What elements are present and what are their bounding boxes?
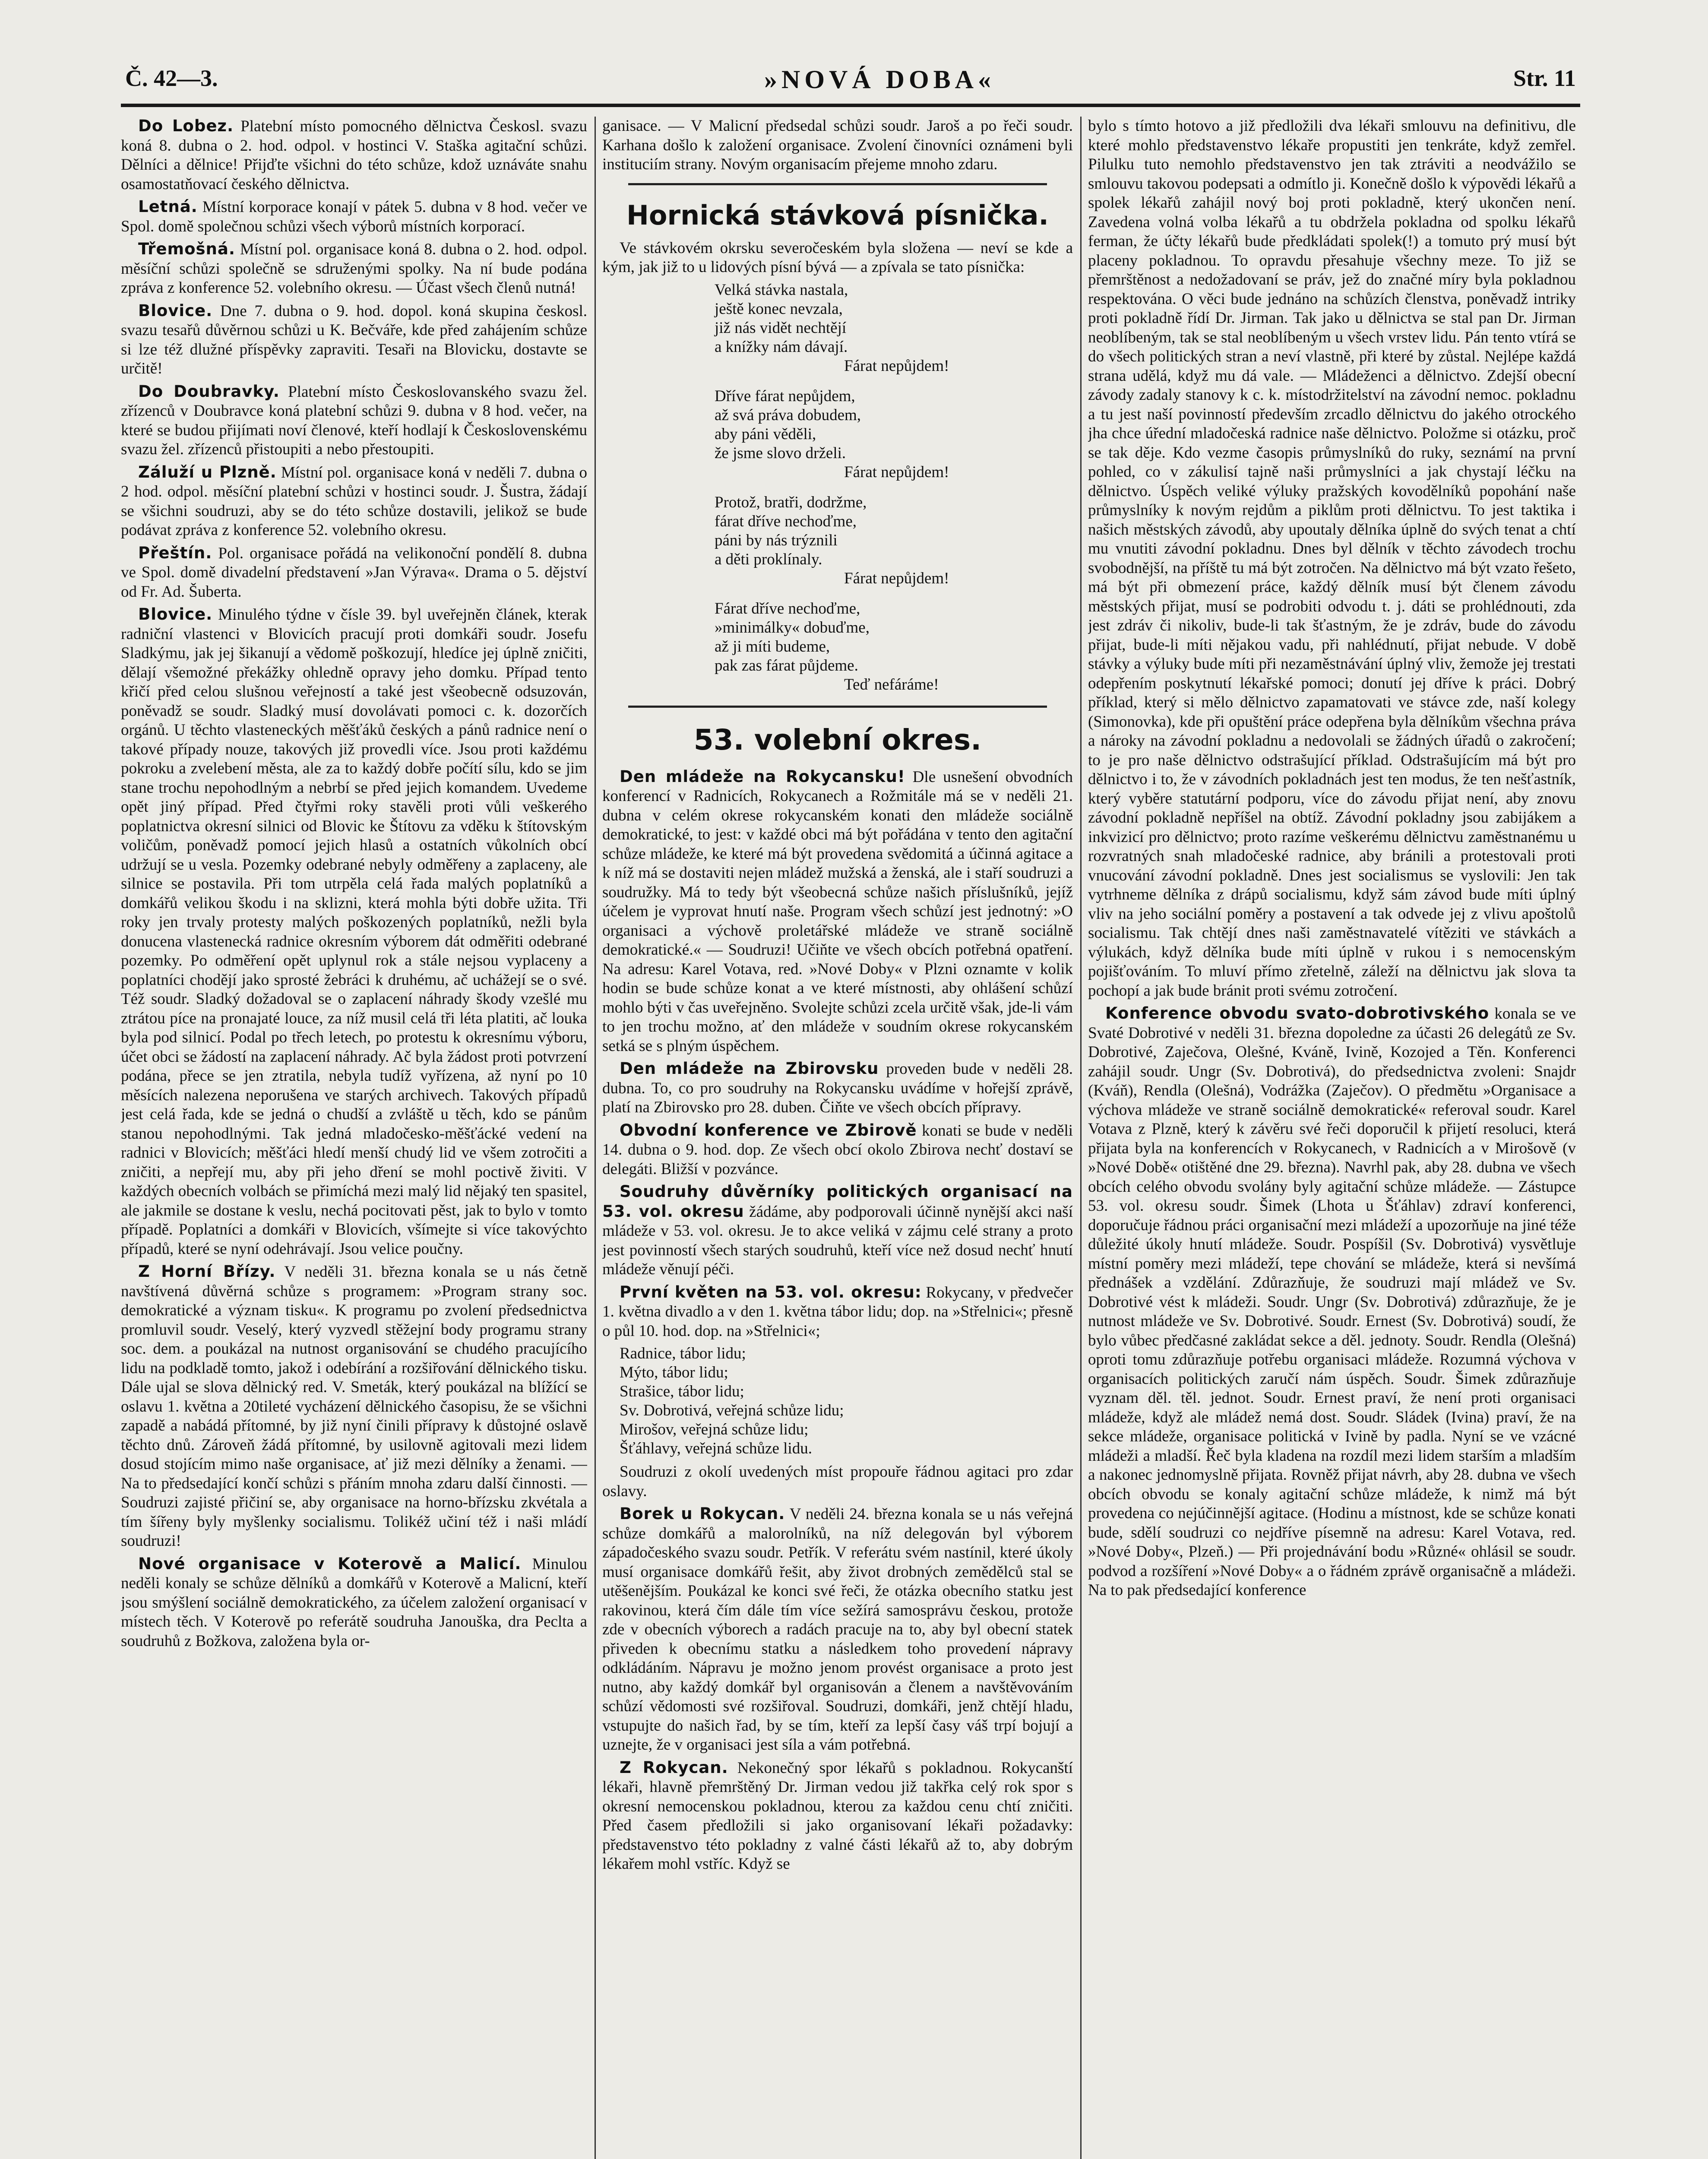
news-item: Do Lobez. Platební místo pomocného dělnictva Českosl. svazu koná 8. dubna o 2. hod. odpol. v hostinci V. Staška agitační schůzi. Dělníci a dělnice! Přijďte všichni do této schůze, kdož uznáváte snahu osamostatňovací českého dělnictva.	[121, 117, 587, 193]
news-item: Z Rokycan. Nekonečný spor lékařů s pokladnou. Rokycanští lékaři, hlavně přemrštěný Dr. Jirman vedou již takřka celý rok spor s okresní nemocenskou pokladnou, kterou za každou cenu chtí zničiti. Před časem předložili si jako organisovaní lékaři požadavky: představenstvo této pokladny z valné části lékařů až to, aby dobrým lékařem mohl vstříc. Když se	[602, 1758, 1073, 1873]
news-item: Přeštín. Pol. organisace pořádá na velikonoční pondělí 8. dubna ve Spol. domě divadelní představení »Jan Výrava«. Drama o 5. dějství od Fr. Ad. Šuberta.	[121, 543, 587, 601]
news-item: Obvodní konference ve Zbirově konati se bude v neděli 14. dubna o 9. hod. dop. Ze všech obcí okolo Zbirova nechť dostaví se delegáti. Bližší v pozvánce.	[602, 1121, 1073, 1178]
poem-stanza: Dříve fárat nepůjdem, až svá práva dobudem, aby páni věděli, že jsme slovo drželi. Fárat nepůjdem!	[715, 387, 1073, 482]
news-item-continued: ganisace. — V Malicní předsedal schůzi soudr. Jaroš a po řeči soudr. Karhana došlo k založení organisace. Zvolení činovníci oznámeni byli instituciím strany. Novým organisacím přejeme mnoho zdaru.	[602, 117, 1073, 173]
issue-number: Č. 42—3.	[125, 65, 218, 91]
news-item: Den mládeže na Rokycansku! Dle usnešení obvodních konferencí v Radnicích, Rokycanech a Rožmitále má se v neděli 21. dubna v celém okrese rokycanském konati den mládeže sociálně demokratické, to jest: v každé obci má být pořádána v tento den agitační schůze mládeže, ke které má být provedena svědomitá a účinná agitace a k níž má se dostaviti nejen mládež mužská a ženská, ale i staří soudruzi a soudružky. Má to tedy být všeobecná schůze našich příslušníků, jejíž účelem je vyprovat hnutí naše. Program všech schůzí jest jednotný: »O organisaci a výchově proletářské mládeže ve straně sociálně demokratické.« — Soudruzi! Učiňte ve všech obcích potřebná opatření. Na adresu: Karel Votava, red. »Nové Doby« v Plzni oznamte v kolik hodin se bude schůze konat a ve které místnosti, aby ohlášení schůzí mohlo býti v čas uveřejněno. Svolejte schůzi zcela určitě však, jde-li vám to jen trochu možno, ať den mládeže v soudním okrese rokycanském setká se s plným úspěchem.	[602, 767, 1073, 1055]
newspaper-title: »NOVÁ DOBA«	[764, 65, 996, 94]
poem-stanza: Fárat dříve nechoďme, »minimálky« dobuďme, až ji míti budeme, pak zas fárat půjdeme. Teď nefáráme!	[715, 599, 1073, 694]
news-item: Blovice. Minulého týdne v čísle 39. byl uveřejněn článek, kterak radniční vlastenci v Blovicích pracují proti domkáři soudr. Josefu Sladkýmu, jak jej šikanují a vědomě poškozují, hledíce jej úplně zničiti, dělají všemožné překážky ohledně opravy jeho domku. Případ tento křičí před celou slušnou veřejností a také jest všeobecně odsuzován, poněvadž se soudr. Sladký musí dovolávati pomoci c. k. dozorčích orgánů. U těchto vlasteneckých měšťáků českých a pánů radnice není o takové případy nouze, takových již provedli více. Jsou proti každému pokroku a zvelebení města, ale za to každý dobře počítí sílu, kdo se jim stane trochu nepohodlným a nebrbí se před jejich komandem. Uvedeme opět jiný případ. Před čtyřmi roky stavěli proti vůli veškerého poplatnictva okresní silnici od Blovic ke Štítovu za vděku k štítovským voličům, poněvadž pomocí jejich hlasů a ostatních vůkolních obcí udržují se u vesla. Pozemky odebrané nebyly odměřeny a zaplaceny, ale silnice se postavila. Při tom utrpěla celá řada malých poplatníků a domkářů velikou škodu i na sklizni, která mohla býti dobře užita. Tři roky jen trvaly protesty malých poškozených poplatníků, nežli byla donucena vlastenecká radnice okresním výborem dát odměřiti odebrané pozemky. Po odměření opět uplynul rok a stále nejsou vyplaceny a poplatníci chodějí jako sprosté žebráci k druhému, ač uchážejí se o své. Též soudr. Sladký dožadoval se o zaplacení náhrady škody vzešlé mu ztrátou píce na pronajaté louce, za níž musil celá tři léta platiti, ač louka byla pod silnicí. Podal po třech letech, po protestu k okresnímu výboru, účet obci se žádostí na zaplacení náhrady. Ač byla žádost proti potvrzení podána, přece se jen ztratila, nebyla tudíž vyřízena, až nyní po 10 měsících nalezena neporušena ve starých archivech. Takových případů jest celá řada, kde se jedná o chudší a zvláště u těch, kdo se pánům stanou nepohodlnými. Tak jedná mladočesko-měšťácké vedení na radnici v Blovicích; měšťáci hledí menší chudý lid ve všem zotročiti a zničiti, a nepřejí mu, aby při jeho dření se mohl poctivě živiti. V každých obecních volbách se přimíchá mezi malý lid nějaký ten spasitel, ale jakmile se dostane k veslu, nechá pocitovati pěst, jak to bylo v tomto případě. Poplatníci a domkáři v Blovicích, všímejte si více takovýchto případů, které se nyní odehrávají. Jsou velice poučny.	[121, 605, 587, 1258]
poem-intro: Ve stávkovém okrsku severočeském byla složena — neví se kde a kým, jak již to u lidových písní bývá — a zpívala se tato písnička:	[602, 239, 1073, 276]
header-rule	[121, 104, 1580, 107]
poem-stanza: Velká stávka nastala, ještě konec nevzala, již nás vidět nechtějí a knížky nám dávají. Fárat nepůjdem!	[715, 281, 1073, 376]
poem-refrain: Fárat nepůjdem!	[844, 569, 949, 587]
section-title: 53. volební okres.	[693, 723, 982, 757]
column-divider	[595, 117, 596, 2159]
news-item: Den mládeže na Zbirovsku proveden bude v neděli 28. dubna. To, co pro soudruhy na Rokycansku uvádíme v hořejší zprávě, platí na Zbirovsko pro 28. duben. Čiňte ve všech obcích přípravy.	[602, 1059, 1073, 1116]
column-divider	[1080, 117, 1082, 2159]
news-item: Blovice. Dne 7. dubna o 9. hod. dopol. koná skupina českosl. svazu tesařů důvěrnou schůzi u K. Bečváře, kde před zahájením schůze si lze též dlužné příspěvky zapraviti. Tesaři na Blovicku, dostavte se určitě!	[121, 301, 587, 377]
page-number: Str. 11	[1513, 65, 1576, 91]
poem-stanza: Protož, bratři, dodržme, fárat dříve nechoďme, páni by nás trýznili a děti proklínaly. Fárat nepůjdem!	[715, 493, 1073, 588]
news-item: Záluží u Plzně. Místní pol. organisace koná v neděli 7. dubna o 2 hod. odpol. měsíční platební schůzi v hostinci soudr. J. Šustra, žádají se všichni soudruzi, aby se do této schůze dostavili, jelikož se bude podávat zpráva z konference 52. volebního okresu.	[121, 462, 587, 539]
news-item: Do Doubravky. Platební místo Českoslovanského svazu žel. zřízenců v Doubravce koná platební schůzi 9. dubna v 8 hod. večer, na které se budou přijímati noví členové, kteří hodlají k Československému svazu žel. zřízenců přistoupiti a nebo přestoupiti.	[121, 382, 587, 458]
column-1	[121, 117, 587, 2159]
column-2	[602, 117, 1073, 2159]
news-item: Letná. Místní korporace konají v pátek 5. dubna v 8 hod. večer ve Spol. domě společnou schůzi všech výborů místních korporací.	[121, 197, 587, 235]
news-item: Borek u Rokycan. V neděli 24. března konala se u nás veřejná schůze domkářů a malorolníků, na níž delegován byl výborem západočeského svazu soudr. Petřík. V referátu svém nastínil, které úkoly musí organisace domkářů řešit, aby život drobných zemědělců stal se utěšenějším. Poukázal ke konci své řeči, že otázka obecního statku jest rakovinou, která čím dále tím více sežírá samosprávu českou, protože zde v obecních výborech a radách pracuje na to, aby byl obecní statek přiveden k obecnímu statku a následkem toho provedení nápravy odkládáním. Nápravu je možno jenom provést organisace a proto jest nutno, aby každý domkář byl organisován a členem a navštěvováním schůzí vědomosti své rozšiřoval. Soudruzi, domkáři, jenž chtějí hladu, vstupujte do našich řad, by se tím, kteří za lepší časy váš trpí bojují a uznejte, že v organisaci jest síla a vám potřebná.	[602, 1504, 1073, 1754]
poem-refrain: Fárat nepůjdem!	[844, 463, 949, 481]
news-item: Třemošná. Místní pol. organisace koná 8. dubna o 2. hod. odpol. měsíční schůzi společně se sdruženými spolky. Na ní bude podána zpráva z konference 52. volebního okresu. — Účast všech členů nutná!	[121, 240, 587, 297]
news-item: Konference obvodu svato-dobrotivského konala se ve Svaté Dobrotivé v neděli 31. března dopoledne za účasti 26 delegátů ze Sv. Dobrotivé, Zaječova, Olešné, Kváně, Ivině, Kozojed a Těn. Konferenci zahájil soudr. Ungr (Sv. Dobrotivá), do předsednictva zvoleni: Snajdr (Kváň), Rendla (Olešná), Vodrážka (Zaječov). O předmětu »Organisace a výchova mládeže ve straně sociálně demokratické« referoval soudr. Karel Votava z Plzně, který k závěru své řeči doporučil k přijetí resoluci, která přijata byla na konferencích v Rokycanech, v Radnicích a v Mirošově (v »Nové Době« otištěné dne 29. března). Navrhl pak, aby 28. dubna ve všech obcích celého obvodu svolány byly agitační schůze mládeže. — Zástupce 53. vol. okresu soudr. Šimek (Lhota u Šťáhlav) zdraví konferenci, doporučuje řádnou práci organisační mezi mládeží a upozorňuje na jiné téže důležité úkoly hnutí mládeže. Soudr. Pospíšil (Sv. Dobrotivá) vysvětluje místní poměry mezi mládeží, tepe chování se mládeže, která si nevšímá přednášek a vzdělání. Zdůrazňuje, že soudruzi mají mládež ve Sv. Dobrotivé vést k mládeži. Soudr. Ungr (Sv. Dobrotivá) zdůrazňuje, že je nutnost mládeže ve Sv. Dobrotivé. Soudr. Ernest (Sv. Dobrotivá) soudí, že bylo vůbec předčasné zakládat sekce a děl. jednoty. Soudr. Rendla (Olešná) oproti tomu zdůrazňuje potřebu organisaci mládeže. Rozumná výchova v organisacích politických zaručí nám úspěch. Soudr. Šimek zdůrazňuje vyznam děl. těl. jednot. Soudr. Ernest praví, že není proti organisaci mládeže, když ale mládež nemá dost. Soudr. Sládek (Ivina) praví, že na sekce mládeže, organisace politická v Ivině by padla. Nyní se ve vzácné mládeži a mladší. Řeč byla kladena na rozdíl mezi lidem starším a mladším a nakonec jednomyslně přijata. Rovněž přijat návrh, aby 28. dubna ve všech obcích obvodu se konaly agitační schůze mládeže, k nimž má být provedena co nejúčinnější agitace. (Hodinu a místnost, kde se schůze konati bude, sdělí soudruzi co nejdříve písemně na adresu: Karel Votava, red. »Nové Doby«, Plzeň.) — Při projednávání bodu »Různé« ohlásil se soudr. podvod a rozšíření »Nové Doby« a o řádném zprávě organisačně a mládeži. Na to pak předsedající konference	[1088, 1004, 1576, 1599]
venue-list: Radnice, tábor lidu; Mýto, tábor lidu; Strašice, tábor lidu; Sv. Dobrotivá, veřejná schůze lidu; Mirošov, veřejná schůze lidu; Šťáhlavy, veřejná schůze lidu.	[620, 1345, 844, 1457]
news-item: Z Horní Břízy. V neděli 31. března konala se u nás četně navštívená důvěrná schůze s programem: »Program strany soc. demokratické a význam tisku«. K programu po zvolení předsednictva promluvil soudr. Veselý, který vyzvedl stěžejní body programu strany soc. dem. a poukázal na nutnost organisování se chudého pracujícího lidu na podkladě tomto, jakož i odebírání a rozšiřování dělnického tisku. Dále ujal se slova dělnický red. V. Smeták, který poukázal na blížící se oslavu 1. května a 20tileté vycházení dělnického časopisu, že se všichni zapadě a nabádá přítomné, by již nyní činili přípravy k důstojné oslavě těchto dnů. Zároveň žádá přítomné, by usilovně agitovali mezi lidem dosud stojícím mimo naše organisace, ať již mezi dělníky a ženami. — Na to předsedající končí schůzi s přáním mnoha zdaru další činnosti. — Soudruzi zajisté přičiní se, aby organisace na horno-břízsku zkvétala a tím šířeny byly myšlenky socialismu. Tolikéž učiní též i naši mládí soudruzi!	[121, 1262, 587, 1550]
section-rule	[628, 706, 1047, 708]
news-item: Nové organisace v Koterově a Malicí. Minulou neděli konaly se schůze dělníků a domkářů v Koterově a Malicní, kteří jsou smýšlení sociálně demokratického, za účelem založení organisací v místech těch. V Koterově po referátě soudruha Janouška, dra Peclta a soudruhů z Božkova, založena byla or-	[121, 1554, 587, 1650]
news-item: Soudruhy důvěrníky politických organisací na 53. vol. okresu žádáme, aby podporovali účinně nynější akci naší mládeže v 53. vol. okresu. Je to akce veliká v zájmu celé strany a proto jest povinností všech starých soudruhů, kteří více než dosud nechť hnutí mládeže věnují péči.	[602, 1182, 1073, 1278]
news-item-continued: bylo s tímto hotovo a již předložili dva lékaři smlouvu na definitivu, dle které mohlo představenstvo lékaře propustiti jen tenkráte, když zemřel. Pilulku tuto nemohlo představenstvo jen tak ztráviti a neodvážilo se smlouvu takovou podepsati a odmítlo ji. Konečně došlo k výpovědi lékařů a spolek lékařů zahájil nový boj proti pokladně, který ukončen není. Zavedena volná volba lékařů a tu obdržela pokladna od spolku lékařů ferman, že účty lékařů bude předkládati spolek(!) a tomuto prý musí být placeny pokladnou. To opravdu přesahuje všechny meze. To již se přemrštěnost a nedožadovaní se práv, jež do značné míry byla pokladnou respektována. O věci bude jednáno na schůzích členstva, poněvadž intriky proti pokladně řídí Dr. Jirman. Tak jako u dělnictva se stal pan Dr. Jirman neoblíbeným, tak se stal neoblíbeným u všech vrstev lidu. Pán tento vtírá se do všech politických stran a neví vlastně, při které by zůstal. Nejlépe každá strana udělá, když mu dá vale. — Mládeženci a dělnictvo. Zdejší obecní závody zadaly stanovy k c. k. místodržitelství na závodní nemoc. pokladnu a tu jest naší povinností především zrcadlo dělnictvu do jakého otrockého jha chce úřední mladočeská radnice naše dělnictvo. Položme si otázku, proč se tak děje. Kdo vezme časopis průmyslníků do ruky, seznámí na první pohled, co v zákulisí tajně naši průmyslníci a jak chystají léčku na dělnictvo. Úspěch veliké výluky pražských kovodělníků popohání naše průmyslníky k novým rejdům a piklům proti dělnictvu. To jest taktika i našich městských závodů, aby upoutaly dělníka úplně do svých tenat a chtí mu vnutiti závodní pokladnu. Dnes byl dělník v těchto závodech trochu svobodnější, na příště tu má být zotročen. Na dělnictvo má být vzato řešeto, má být při obmezení práce, každý dělník musí být členem závodu městských přijat, musí se podrobiti odvodu t. j. dáti se prohlédnouti, zda jest zdráv či nikoliv, bude-li tak šťastným, že je zdráv, bude do závodu přijat, bude-li míti nějakou vadu, při nahlédnutí, přijat nebude. V době stávky a výluky bude míti při nezaměstnávání úplný vliv, žemože jej trestati odepřením poskytnutí lékařské pomoci; donutí jej dříve k práci. Dobrý příklad, který si mělo dělnictvo zapamatovati ve stávce zde, naší kolegy (Simonovka), kde při opuštění práce odepřena byla dělníkům všechna práva a nároky na závodní pokladnu a nedovolali se žádných úřadů o zakročení; to je pro naše dělnictvo odstrašující příklad. Odstrašujícím má být pro dělnictvo i to, že v závodních pokladnách jest ten modus, že ten nešťastník, který vyběre statutární podporu, více do závodu přijat není, aby znovu závodní pokladně nepříšel na obtíž. Závodní pokladny jsou zabijákem a inkvizicí pro dělnictvo; proto razíme veškerému dělnictvu zaměstnanému u rozvratných snah mladočeské radnice, aby bránili a protestovali proti vnucování závodní pokladně. Dnes jest socialismus se vyslovili: Jen tak vytrhneme dělníka z drápů socialismu, když sám závod bude míti úplný vliv na jeho sociální poměry a postavení a tak odvede jej z vlivu apoštolů socialismu. Tak chtějí dnes naši zaměstnavatelé vítěziti ve stávkách a výlukách, když dělníka bude míti úplně v rukou i s nemocenským pojišťováním. To mluví přímo zřetelně, záleží na dělnictvu jak slova ta pochopí a jak bude bránit proti svému zotročení.	[1088, 117, 1576, 1000]
section-rule	[628, 183, 1047, 185]
poem-title: Hornická stávková písnička.	[626, 199, 1049, 231]
column-3	[1088, 117, 1576, 2159]
news-item: Soudruzi z okolí uvedených míst propouře řádnou agitaci pro zdar oslavy.	[602, 1463, 1073, 1500]
poem-final-line: Teď nefáráme!	[844, 675, 939, 693]
poem-refrain: Fárat nepůjdem!	[844, 357, 949, 375]
page-header	[125, 56, 1576, 108]
news-item: První květen na 53. vol. okresu: Rokycany, v předvečer 1. května divadlo a v den 1. května tábor lidu; dop. na »Střelnici«; přesně o půl 10. hod. dop. na »Střelnici«;	[602, 1282, 1073, 1340]
